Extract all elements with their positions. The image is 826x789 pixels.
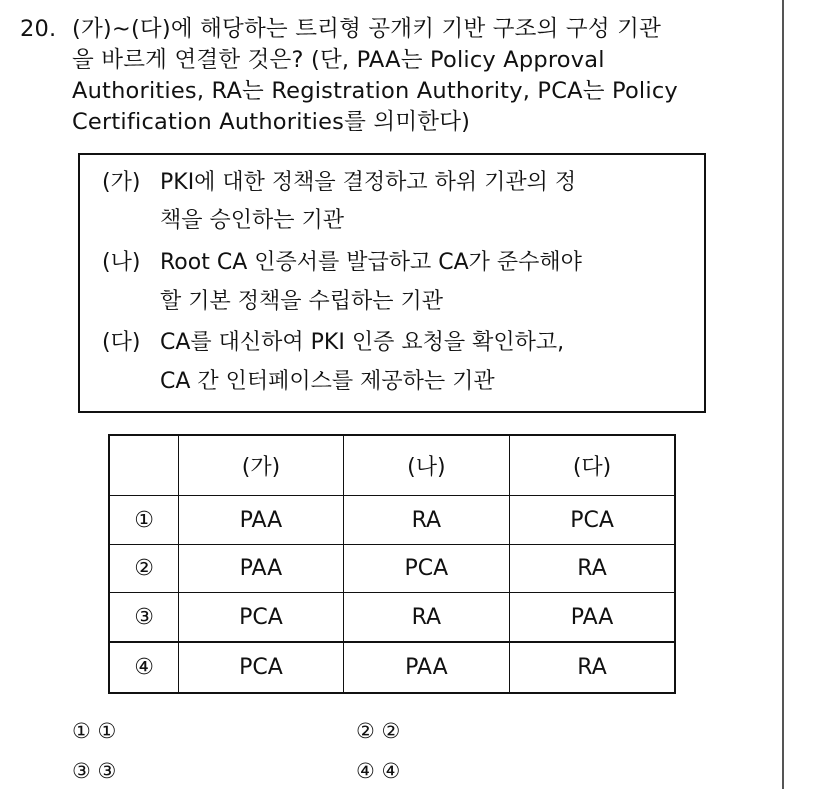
- question-line-1: 20. (가)~(다)에 해당하는 트리형 공개키 기반 구조의 구성 기관: [20, 14, 772, 45]
- definition-ga-text-2: 책을 승인하는 기관: [160, 208, 345, 233]
- definition-da-text-2: CA 간 인터페이스를 제공하는 기관: [160, 369, 495, 394]
- table-row: [109, 496, 675, 545]
- table-cell: PCA: [343, 544, 509, 593]
- table-header-cell: (다): [510, 435, 675, 496]
- choice-text: ④: [381, 759, 401, 783]
- table-cell: RA: [510, 544, 675, 593]
- table-header-cell: (나): [343, 435, 509, 496]
- row-marker: ①: [109, 496, 179, 545]
- definition-box: [78, 153, 706, 413]
- question-line-3: Authorities, RA는 Registration Authority, PCA는 Policy: [72, 78, 678, 104]
- table-cell: PAA: [343, 642, 509, 693]
- choice-option-2[interactable]: [356, 717, 400, 745]
- choice-option-1[interactable]: [72, 717, 116, 745]
- question-line-4: Certification Authorities를 의미한다): [72, 109, 471, 135]
- definition-ga: [102, 163, 576, 203]
- table-cell: PAA: [510, 593, 675, 643]
- choice-marker: ①: [72, 719, 91, 743]
- definition-na: [102, 243, 582, 283]
- table-cell: PCA: [179, 642, 343, 693]
- definition-na-tag: (나): [102, 250, 141, 275]
- table-header-cell: (가): [179, 435, 343, 496]
- choice-marker: ④: [356, 759, 375, 783]
- choice-marker: ③: [72, 759, 91, 783]
- table-cell: PAA: [179, 496, 343, 545]
- definition-da-text-1: CA를 대신하여 PKI 인증 요청을 확인하고,: [160, 330, 565, 355]
- table-row: [109, 642, 675, 693]
- choice-text: ②: [381, 719, 401, 743]
- row-marker: ②: [109, 544, 179, 593]
- table-header-row: [109, 435, 675, 496]
- question-stem: [20, 14, 772, 138]
- row-marker: ③: [109, 593, 179, 643]
- answer-table: [108, 434, 676, 694]
- definition-ga-text-1: PKI에 대한 정책을 결정하고 하위 기관의 정: [160, 170, 577, 195]
- choice-text: ③: [97, 759, 117, 783]
- definition-na-text-2: 할 기본 정책을 수립하는 기관: [160, 289, 443, 314]
- definition-ga-tag: (가): [102, 170, 141, 195]
- table-cell: RA: [510, 642, 675, 693]
- table-cell: PCA: [179, 593, 343, 643]
- definition-da: [102, 323, 564, 363]
- definition-na-text-1: Root CA 인증서를 발급하고 CA가 준수해야: [160, 250, 582, 275]
- row-marker: ④: [109, 642, 179, 693]
- table-row: [109, 544, 675, 593]
- question-line-2: 을 바르게 연결한 것은? (단, PAA는 Policy Approval: [72, 47, 605, 73]
- page-column-rule: [782, 0, 784, 789]
- choice-option-3[interactable]: [72, 757, 116, 785]
- definition-da-tag: (다): [102, 330, 141, 355]
- choice-text: ①: [97, 719, 117, 743]
- question-number: 20.: [20, 16, 57, 42]
- table-row: [109, 593, 675, 643]
- table-cell: RA: [343, 593, 509, 643]
- choice-marker: ②: [356, 719, 375, 743]
- table-header-cell: [109, 435, 179, 496]
- table-cell: PAA: [179, 544, 343, 593]
- table-cell: PCA: [510, 496, 675, 545]
- choice-option-4[interactable]: [356, 757, 400, 785]
- table-cell: RA: [343, 496, 509, 545]
